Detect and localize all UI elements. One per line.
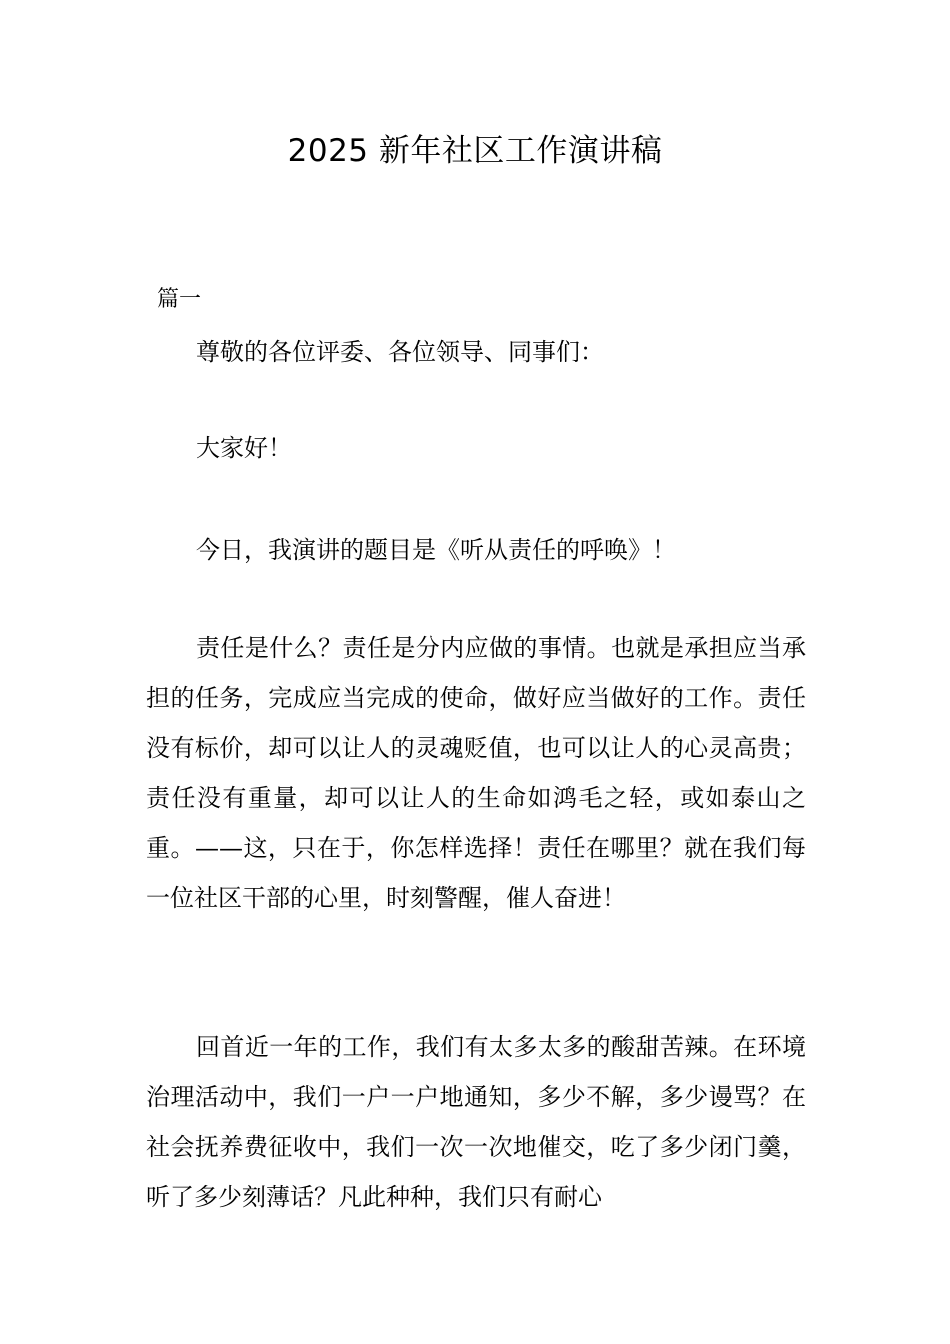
section-label: 篇一: [157, 287, 202, 312]
paragraph-responsibility: 责任是什么？责任是分内应做的事情。也就是承担应当承担的任务，完成应当完成的使命，做好应当做好的工作。责任没有标价，却可以让人的灵魂贬值，也可以让人的心灵高贵；责任没有重量，却可以让人的生命如鸿毛之轻，或如泰山之重。——这，只在于，你怎样选择！责任在哪里？就在我们每一位社区干部的心里，时刻警醒，催人奋进！: [146, 634, 806, 912]
paragraph-salutation: 尊敬的各位评委、各位领导、同事们：: [196, 338, 604, 366]
paragraph-greeting: 大家好！: [196, 434, 292, 462]
paragraph-topic: 今日，我演讲的题目是《听从责任的呼唤》！: [196, 536, 676, 564]
document-title: 2025 新年社区工作演讲稿: [287, 133, 663, 169]
paragraph-review: 回首近一年的工作，我们有太多太多的酸甜苦辣。在环境治理活动中，我们一户一户地通知，多少不解，多少谩骂？在社会抚养费征收中，我们一次一次地催交，吃了多少闭门羹，听了多少刻薄话？凡此种种，我们只有耐心: [146, 1033, 806, 1211]
